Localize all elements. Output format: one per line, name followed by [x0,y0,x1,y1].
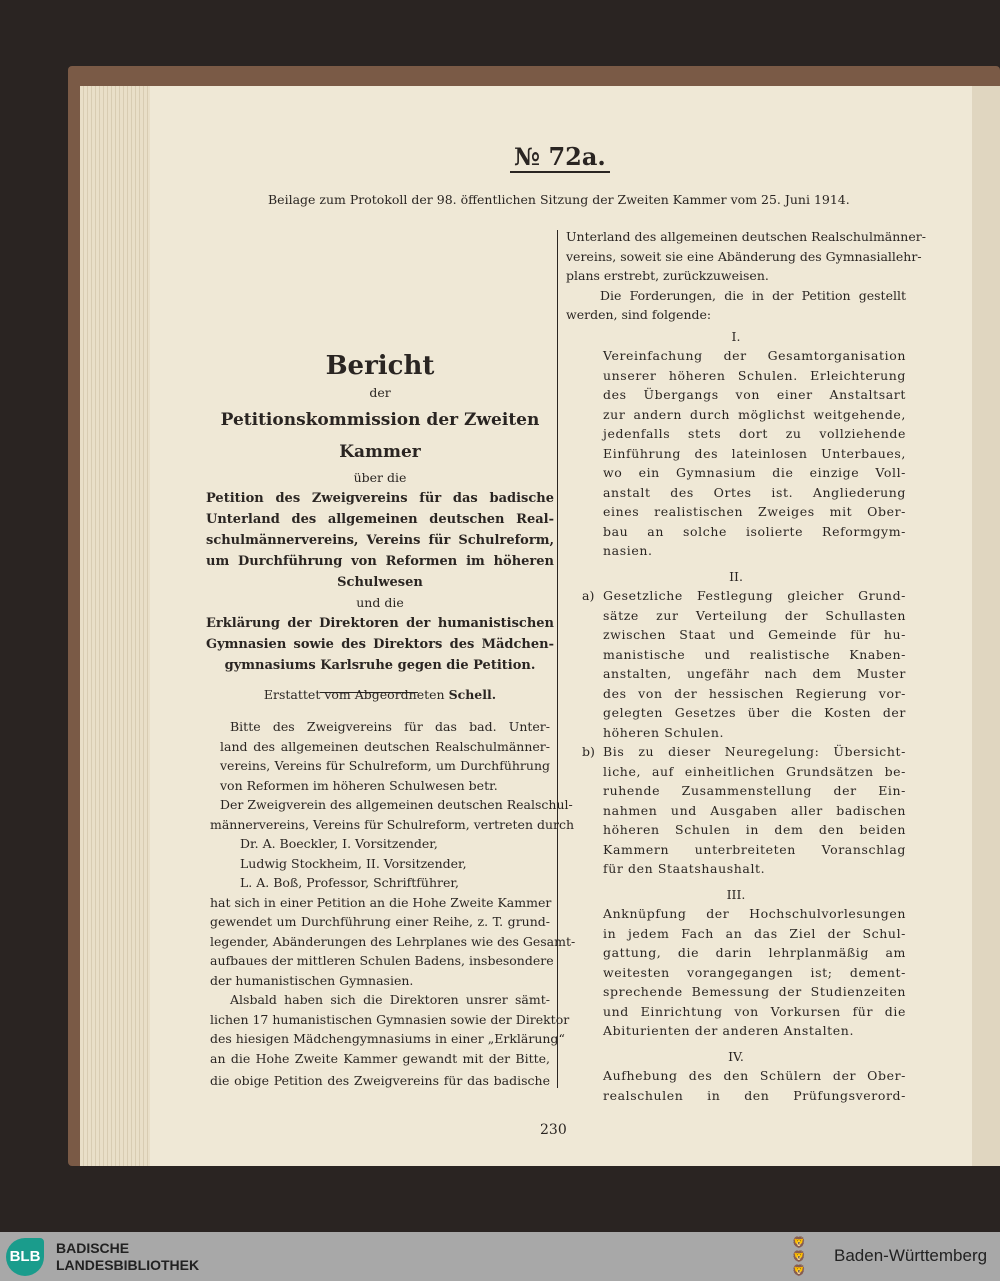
text-line: anstalten, ungefähr nach dem Muster [603,666,906,681]
petition-line: Petition des Zweigvereins für das badische [206,491,554,506]
text-line: plans erstrebt, zurückzuweisen. [566,268,769,283]
declaration-title [200,613,560,676]
page-edge [972,86,1000,1166]
text-line: Vereinfachung der Gesamtorganisation [603,348,906,363]
text-line: sprechende Bemessung der Studienzeiten [603,984,906,999]
text-line: eines realistischen Zweiges mit Ober- [603,504,906,519]
text-line: sätze zur Verteilung der Schullasten [603,607,906,623]
left-body-text [210,717,576,1091]
state-coat-of-arms-icon: 🦁 🦁 🦁 [792,1236,806,1277]
document-number: № 72a. [510,142,610,173]
petition-line: Unterland des allgemeinen deutschen Real- [206,512,554,527]
text-line: vereins, soweit sie eine Abänderung des Gymnasiallehr- [566,248,922,264]
text-line: hat sich in einer Petition an die Hohe Zweite Kammer [210,894,552,910]
text-line: werden, sind folgende: [566,307,712,322]
right-body-text [566,227,926,1105]
text-line: liche, auf einheitlichen Grundsätzen be- [603,763,906,779]
text-line: gelegten Gesetzes über die Kosten der [603,705,906,720]
text-line: legender, Abänderungen des Lehrplanes wie des Gesamt- [210,933,576,949]
petition-line: schulmännervereins, Vereins für Schulreform, [206,533,554,548]
text-line: die obige Petition des Zweigvereins für das badische [210,1073,550,1088]
library-line2: LANDESBIBLIOTHEK [56,1257,200,1273]
text-line: Kammern unterbreiteten Voranschlag [603,841,906,857]
list-item-line [566,801,906,821]
text-line: Aufhebung des den Schülern der Ober- [603,1068,906,1083]
text-line: nahmen und Ausgaben aller badischen [603,802,906,818]
report-heading [200,350,560,710]
text-line: und Einrichtung von Vorkursen für die [603,1003,906,1019]
list-item-line [566,820,906,840]
text-line: realschulen in den Prüfungsverord- [603,1087,906,1103]
text-line: Der Zweigverein des allgemeinen deutschen Realschul- [220,797,573,812]
submitted-by [200,680,560,710]
section-number: II. [729,568,743,584]
text-line: anstalt des Ortes ist. Angliederung [603,484,906,500]
ueber-label: über die [353,470,407,485]
library-line1: BADISCHE [56,1240,130,1256]
section-number: IV. [728,1048,744,1064]
declaration-line: Erklärung der Direktoren der humanistischen [206,616,554,631]
text-line: des hiesigen Mädchengymnasiums in einer „Erklärung“ [210,1031,565,1046]
text-line: manistische und realistische Knaben- [603,646,906,662]
petition-title [200,488,560,593]
text-line: Die Forderungen, die in der Petition gestellt [600,287,906,303]
list-item-line [566,859,906,879]
state-name[interactable]: Baden-Württemberg [834,1246,988,1265]
text-line: Abiturienten der anderen Anstalten. [603,1023,855,1038]
author-name: Schell. [448,687,497,702]
list-item-line [566,664,906,684]
text-line: männervereins, Vereins für Schulreform, vertreten durch [210,816,575,832]
list-item-line [566,586,906,606]
list-item-line [566,742,906,762]
library-name[interactable] [56,1240,199,1274]
text-line: höheren Schulen in dem den beiden [603,822,906,837]
text-line: Unterland des allgemeinen deutschen Realschulmänner- [566,229,926,244]
section-rule [320,692,418,693]
text-line: bau an solche isolierte Reformgym- [603,523,906,539]
text-line: nasien. [603,543,653,558]
list-item-line [566,762,906,782]
column-divider [557,230,558,1088]
petition-line: Schulwesen [337,575,423,590]
list-item-line [566,645,906,665]
report-title: Bericht [325,351,435,381]
text-line: des Übergangs von einer Anstaltsart [603,387,906,402]
text-line: Bitte des Zweigvereins für das bad. Unter- [230,719,550,734]
der-label: der [369,385,391,400]
text-line: Gesetzliche Festlegung gleicher Grund- [603,588,906,603]
text-line: Anknüpfung der Hochschulvorlesungen [603,906,906,921]
text-line: ruhende Zusammenstellung der Ein- [603,783,906,798]
commission-title: Petitionskommission der Zweiten Kammer [220,410,540,462]
section-number: I. [731,328,741,344]
und-label: und die [356,595,404,610]
text-line: Alsbald haben sich die Direktoren unsrer sämt- [230,992,550,1007]
page-stack [80,86,160,1166]
text-line: jedenfalls stets dort zu vollziehende [603,426,906,441]
text-line: zwischen Staat und Gemeinde für hu- [603,627,906,642]
text-line: von Reformen im höheren Schulwesen betr. [220,777,498,793]
text-line: an die Hohe Zweite Kammer gewandt mit der Bitte, [210,1050,550,1066]
text-line: Einführung des lateinlosen Unterbaues, [603,445,906,461]
text-line: land des allgemeinen deutschen Realschulmänner- [220,738,550,754]
list-item-line [566,684,906,704]
text-line: der humanistischen Gymnasien. [210,972,414,988]
section-number: III. [726,886,746,902]
text-line: aufbaues der mittleren Schulen Badens, insbesondere [210,953,554,968]
list-item-line [566,703,906,723]
page-number: 230 [540,1122,567,1138]
declaration-line: Gymnasien sowie des Direktors des Mädchen- [206,637,554,652]
petition-line: um Durchführung von Reformen im höheren [206,554,554,569]
text-line: zur andern durch möglichst weitgehende, [603,406,906,422]
text-line: des von der hessischen Regierung vor- [603,685,906,701]
text-line: gewendet um Durchführung einer Reihe, z. T. grund- [210,914,550,929]
submitted-label: Erstattet vom Abgeordneten [263,687,445,702]
list-label: a) [582,588,595,603]
text-line: höheren Schulen. [603,724,725,740]
blb-logo[interactable]: BLB [6,1238,44,1276]
declaration-line: gymnasiums Karlsruhe gegen die Petition. [224,658,536,673]
list-item-line [566,781,906,801]
list-item-line [566,723,906,743]
document-subtitle: Beilage zum Protokoll der 98. öffentlichen Sitzung der Zweiten Kammer vom 25. Juni 1914. [268,192,850,207]
list-item-line [566,840,906,860]
text-line: Ludwig Stockheim, II. Vorsitzender, [240,855,467,871]
text-line: gattung, die darin lehrplanmäßig am [603,945,906,960]
text-line: in jedem Fach an das Ziel der Schul- [603,925,906,941]
text-line: Dr. A. Boeckler, I. Vorsitzender, [240,836,438,851]
text-line: L. A. Boß, Professor, Schriftführer, [240,875,459,890]
text-line: wo ein Gymnasium die einzige Voll- [603,465,906,480]
text-line: unserer höheren Schulen. Erleichterung [603,367,906,383]
text-line: für den Staatshaushalt. [603,861,766,876]
text-line: weitesten vorangegangen ist; dement- [603,964,906,980]
footer-bar [0,1232,1000,1281]
text-line: vereins, Vereins für Schulreform, um Durchführung [220,758,550,773]
text-line: lichen 17 humanistischen Gymnasien sowie der Direktor [210,1011,570,1027]
list-item-line [566,606,906,626]
list-item-line [566,625,906,645]
list-label: b) [582,744,595,759]
text-line: Bis zu dieser Neuregelung: Übersicht- [603,744,906,759]
